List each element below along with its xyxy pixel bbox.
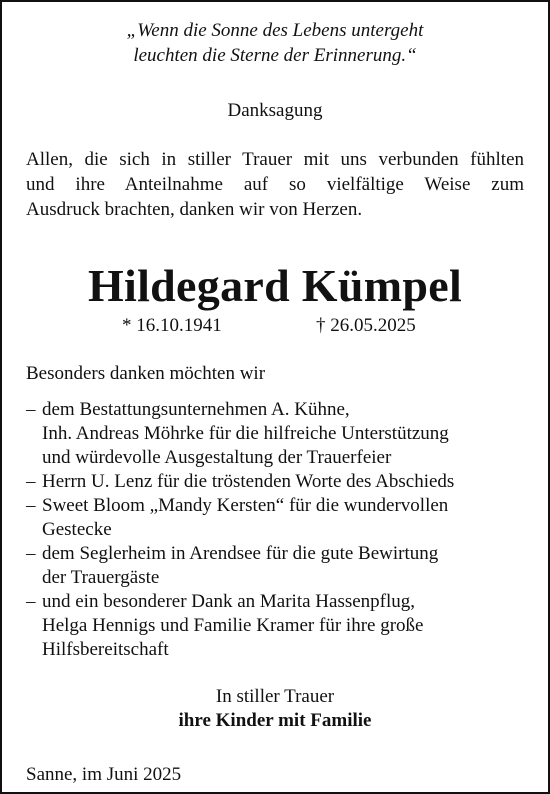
quote — [26, 18, 524, 68]
intro-line-2: und ihre Anteilnahme auf so vielfältige Weise zum — [26, 174, 524, 195]
list-item-line: Gestecke — [42, 519, 112, 540]
list-dash: – — [26, 495, 36, 516]
list-item — [26, 494, 524, 542]
list-item-text — [42, 398, 524, 470]
quote-line-2: leuchten die Sterne der Erinnerung.“ — [133, 45, 417, 66]
intro-paragraph — [26, 147, 524, 222]
death-date: † 26.05.2025 — [316, 315, 416, 336]
list-item-text — [42, 494, 524, 542]
list-item-line: und würdevolle Ausgestaltung der Trauerfeier — [42, 447, 392, 468]
list-item — [26, 470, 524, 494]
intro-line-1: Allen, die sich in stiller Trauer mit uns verbunden fühlten — [26, 149, 524, 170]
list-dash: – — [26, 591, 36, 612]
list-item-line: dem Bestattungsunternehmen A. Kühne, — [42, 399, 350, 420]
thanks-title: Danksagung — [227, 100, 323, 121]
signature-line-1: In stiller Trauer — [215, 686, 335, 707]
list-item-line: Herrn U. Lenz für die tröstenden Worte des Abschieds — [42, 471, 455, 492]
list-dash: – — [26, 543, 36, 564]
intro-line-3: Ausdruck brachten, danken wir von Herzen. — [26, 199, 363, 220]
life-dates — [26, 314, 524, 340]
list-item-text — [42, 542, 524, 590]
list-item-line: dem Seglerheim in Arendsee für die gute Bewirtung — [42, 543, 439, 564]
list-item-line: Helga Hennigs und Familie Kramer für ihre große — [42, 615, 424, 636]
list-item-text — [42, 590, 524, 662]
birth-date: * 16.10.1941 — [122, 315, 222, 336]
quote-line-1: „Wenn die Sonne des Lebens untergeht — [126, 20, 424, 41]
signature — [26, 685, 524, 733]
list-item — [26, 398, 524, 470]
list-item-line: Inh. Andreas Möhrke für die hilfreiche Unterstützung — [42, 423, 449, 444]
thanks-list — [26, 398, 524, 662]
list-item-line: Sweet Bloom „Mandy Kersten“ für die wundervollen — [42, 495, 449, 516]
list-item-line: der Trauergäste — [42, 567, 160, 588]
list-item-line: und ein besonderer Dank an Marita Hassenpflug, — [42, 591, 416, 612]
list-item — [26, 590, 524, 662]
list-dash: – — [26, 471, 36, 492]
list-item — [26, 542, 524, 590]
place-date: Sanne, im Juni 2025 — [26, 764, 182, 785]
list-intro: Besonders danken möchten wir — [26, 363, 266, 384]
list-item-text — [42, 470, 524, 494]
deceased-name: Hildegard Kümpel — [87, 260, 463, 311]
list-item-line: Hilfsbereitschaft — [42, 639, 169, 660]
list-dash: – — [26, 399, 36, 420]
signature-family: ihre Kinder mit Familie — [178, 710, 372, 731]
